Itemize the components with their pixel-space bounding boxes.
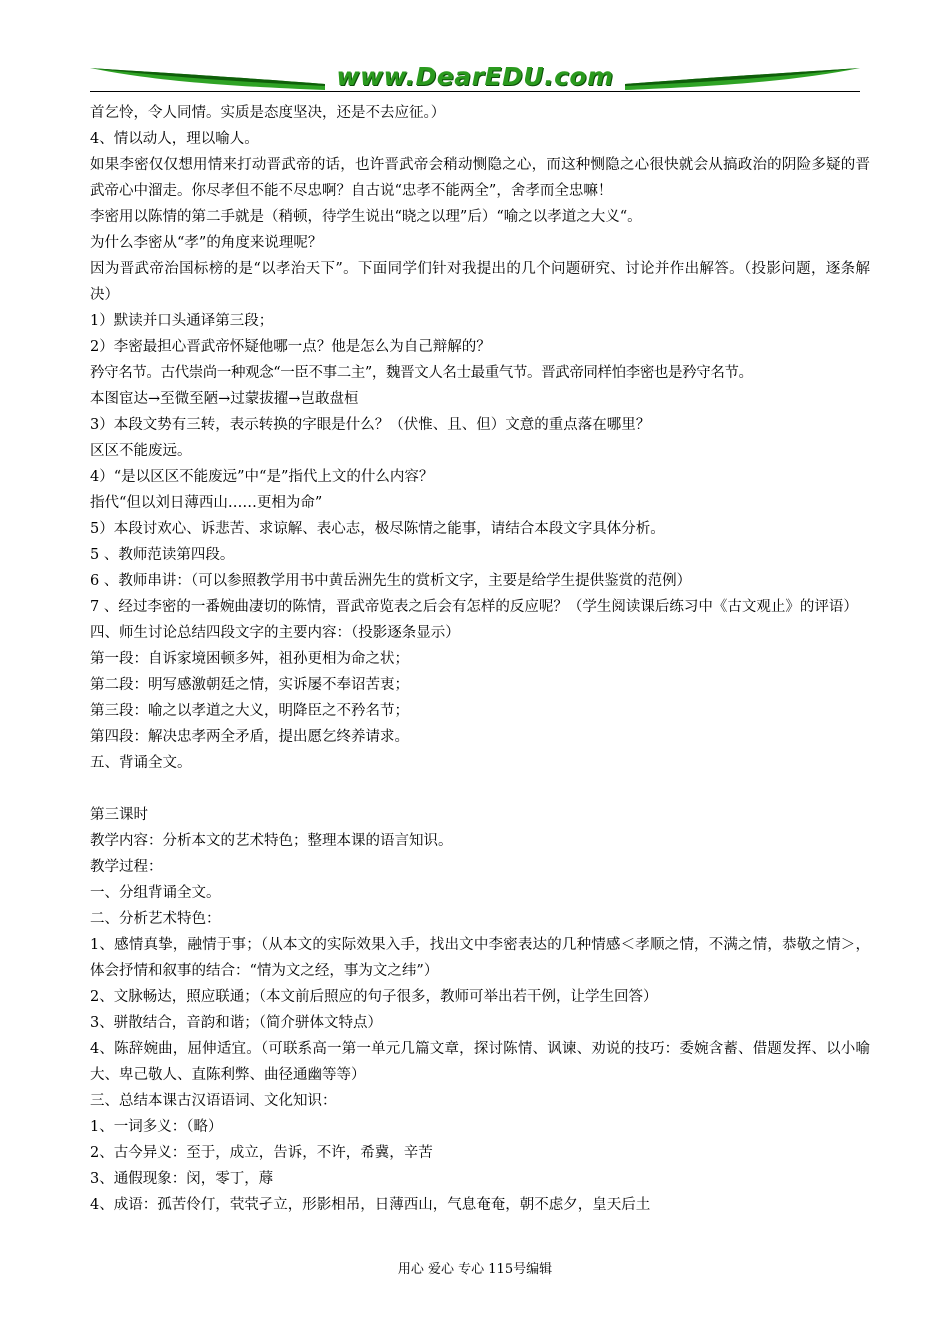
document-body bbox=[90, 100, 870, 1218]
text-line: 指代“但以刘日薄西山……更相为命” bbox=[90, 495, 323, 511]
text-paragraph: 1、感情真挚，融情于事；（从本文的实际效果入手，找出文中李密表达的几种情感＜孝顺之情，不满之情，恭敬之情＞，体会抒情和叙事的结合：“情为文之经，事为文之纬”） bbox=[90, 937, 870, 979]
text-paragraph: 因为晋武帝治国标榜的是“以孝治天下”。下面同学们针对我提出的几个问题研究、讨论并作出解答。（投影问题，逐条解决） bbox=[90, 261, 870, 303]
text-line: 4、情以动人，理以喻人。 bbox=[90, 131, 259, 147]
text-line: 3、骈散结合，音韵和谐；（简介骈体文特点） bbox=[90, 1015, 382, 1031]
text-line: 2、古今异义：至于，成立，告诉，不许，希冀，辛苦 bbox=[90, 1145, 433, 1161]
text-paragraph: 7 、经过李密的一番婉曲凄切的陈情，晋武帝览表之后会有怎样的反应呢？（学生阅读课后练习中《古文观止》的评语） bbox=[90, 599, 858, 615]
text-line: 6 、教师串讲：（可以参照教学用书中黄岳洲先生的赏析文字，主要是给学生提供鉴赏的范例） bbox=[90, 573, 692, 589]
text-line: 五、背诵全文。 bbox=[90, 755, 192, 771]
text-line: 1、一词多义：（略） bbox=[90, 1119, 223, 1135]
text-line: 首乞怜，令人同情。实质是态度坚决，还是不去应征。） bbox=[90, 105, 446, 121]
text-line: 区区不能废远。 bbox=[90, 443, 192, 459]
section-heading: 第三课时 bbox=[90, 807, 148, 823]
text-line: 矜守名节。古代崇尚一种观念“一臣不事二主”，魏晋文人名士最重气节。晋武帝同样怕李密也是矜守名节。 bbox=[90, 365, 753, 381]
text-line: 2、文脉畅达，照应联通；（本文前后照应的句子很多，教师可举出若干例，让学生回答） bbox=[90, 989, 658, 1005]
text-line: 第四段：解决忠孝两全矛盾，提出愿乞终养请求。 bbox=[90, 729, 409, 745]
text-line: 四、师生讨论总结四段文字的主要内容：（投影逐条显示） bbox=[90, 625, 460, 641]
text-line: 本图宦达→至微至陋→过蒙拔擢→岂敢盘桓 bbox=[90, 391, 359, 407]
page-footer: 用心 爱心 专心 115号编辑 bbox=[397, 1262, 553, 1277]
text-line: 5 、教师范读第四段。 bbox=[90, 547, 235, 563]
text-line: 1）默读并口头通译第三段； bbox=[90, 313, 274, 329]
text-line: 教学过程： bbox=[90, 859, 163, 875]
text-line: 5）本段讨欢心、诉悲苦、求谅解、表心志，极尽陈情之能事，请结合本段文字具体分析。 bbox=[90, 521, 665, 537]
blank-line bbox=[90, 776, 870, 802]
text-paragraph: 4、陈辞婉曲，屈伸适宜。（可联系高一第一单元几篇文章，探讨陈情、讽谏、劝说的技巧：委婉含蓄、借题发挥、以小喻大、卑己敬人、直陈利弊、曲径通幽等等） bbox=[90, 1041, 870, 1083]
text-line: 教学内容：分析本文的艺术特色；整理本课的语言知识。 bbox=[90, 833, 453, 849]
header-divider bbox=[90, 91, 860, 92]
text-line: 3）本段文势有三转，表示转换的字眼是什么？（伏惟、且、但）文意的重点落在哪里？ bbox=[90, 417, 651, 433]
text-line: 三、总结本课古汉语语词、文化知识： bbox=[90, 1093, 337, 1109]
text-line: 3、通假现象：闵，零丁，蓐 bbox=[90, 1171, 274, 1187]
text-line: 为什么李密从“孝”的角度来说理呢？ bbox=[90, 235, 323, 251]
text-line: 2）李密最担心晋武帝怀疑他哪一点？他是怎么为自己辩解的？ bbox=[90, 339, 491, 355]
text-paragraph: 如果李密仅仅想用情来打动晋武帝的话，也许晋武帝会稍动恻隐之心，而这种恻隐之心很快就会从搞政治的阴险多疑的晋武帝心中溜走。你尽孝但不能不尽忠啊？自古说“忠孝不能两全”，舍孝而全忠嘛！ bbox=[90, 157, 870, 199]
text-line: 一、分组背诵全文。 bbox=[90, 885, 221, 901]
text-line: 李密用以陈情的第二手就是（稍顿，待学生说出“晓之以理”后）“喻之以孝道之大义“。 bbox=[90, 209, 642, 225]
text-line: 4）“是以区区不能废远”中“是”指代上文的什么内容？ bbox=[90, 469, 434, 485]
site-logo-text[interactable]: www.DearEDU.com bbox=[336, 62, 614, 91]
text-line: 二、分析艺术特色： bbox=[90, 911, 221, 927]
text-line: 4、成语：孤苦伶仃，茕茕孑立，形影相吊，日薄西山，气息奄奄，朝不虑夕，皇天后土 bbox=[90, 1197, 651, 1213]
text-line: 第三段：喻之以孝道之大义，明降臣之不矜名节； bbox=[90, 703, 409, 719]
text-line: 第一段：自诉家境困顿多舛，祖孙更相为命之状； bbox=[90, 651, 409, 667]
text-line: 第二段：明写感激朝廷之情，实诉屡不奉诏苦衷； bbox=[90, 677, 409, 693]
